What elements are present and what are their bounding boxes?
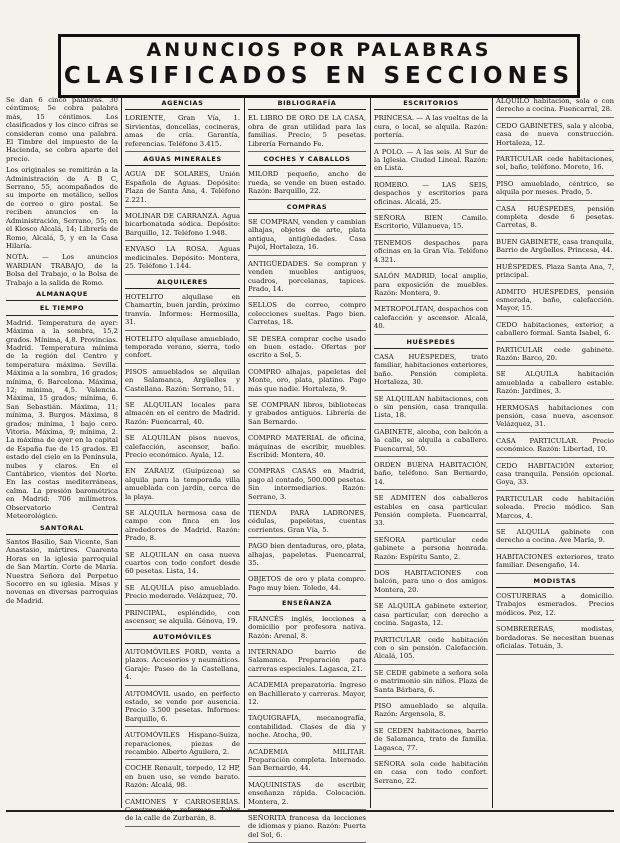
section-header-ensenanza: ENSEÑANZA: [248, 599, 366, 610]
ad-item: TAQUIGRAFÍA, mecanografía, contabilidad. Clases de día y noche. Atocha, 90.: [248, 713, 366, 743]
ad-item: SEÑORA particular cede gabinete a persona honrada. Razón: Espíritu Santo, 2.: [374, 535, 488, 565]
ad-item: SELLOS de correo, compro colecciones sueltas. Pago bien. Carretas, 18.: [248, 300, 366, 330]
ad-item: SE COMPRAN libros, bibliotecas y grabados antiguos. Librería de San Bernardo.: [248, 400, 366, 430]
ad-item: EN ZARAUZ (Guipúzcoa) se alquila para la temporada villa amueblada con jardín, cerca de la playa.: [125, 466, 240, 505]
ad-item: HABITACIONES exteriores, trato familiar. Desengaño, 14.: [496, 552, 614, 574]
ad-item: ADMITO HUÉSPEDES, pensión esmerada, baño, calefacción. Mayor, 15.: [496, 287, 614, 317]
ad-item: CASA HUÉSPEDES, trato familiar, habitaciones exteriores, baño. Pensión completa. Hortaleza, 30.: [374, 352, 488, 391]
nota-text: NOTA. — Los anuncios WARDIAN TRABAJO, de la Bolsa del Trabajo, o la Bolsa de Trabajo a la salida de Romo.: [6, 253, 118, 287]
banner-line-1: ANUNCIOS POR PALABRAS: [146, 39, 492, 61]
ad-item: HUÉSPEDES. Plaza Santa Ana, 7, principal.: [496, 262, 614, 284]
ad-item: SALÓN MADRID, local amplio, para exposición de muebles. Razón: Montera, 9.: [374, 271, 488, 301]
section-header-santoral: SANTORAL: [6, 524, 118, 535]
section-header-automoviles: AUTOMÓVILES: [125, 633, 240, 644]
ad-item: PISO amueblado se alquila. Razón: Argensola, 8.: [374, 701, 488, 723]
santoral-text: Santos Basilio, San Vicente, San Anastasio, mártires. Cuarenta Horas en la iglesia parroquial de San Martín. Corte de María. Nuestra Señora del Perpetuo Socorro en su iglesia. Misas y novenas en diversas parroquias de Madrid.: [6, 537, 118, 605]
ad-item: MOLINAR DE CARRANZA. Agua bicarbonatada sódica. Depósito: Barquillo, 12. Teléfono 1.948.: [125, 211, 240, 241]
ad-item: MILORD pequeño, ancho de rueda, se vende en buen estado. Razón: Barquillo, 22.: [248, 169, 366, 199]
column-rule: [492, 96, 493, 808]
ad-item: SE ALQUILAN habitaciones, con o sin pensión, casa tranquila. Lista, 18.: [374, 394, 488, 424]
weather-text: Madrid. Temperatura de ayer: Máxima a la sombra, 15,2 grados. Mínima, 4,8. Provincias. Madrid. Temperatura mínima de la región del Centro y temperatura máxima. Sevilla. Máxima a la sombra, 16 grados; mínima, 6. Barcelona. Máxima, 12; mínima, 4,5. Valencia. Máxima, 15 grados; mínima, 6. San Sebastián. Máxima, 11; mínima, 3. Burgos. Máxima, 8 grados; mínima, 1 bajo cero. Vitoria. Máxima, 9; mínima, 2. La máxima de ayer en la capital de España fue de 15 grados. El estado del cielo en la Península, nubes y claros. En el Cantábrico, vientos del Norte. En las costas mediterráneas, calma. La presión barométrica en Madrid: 706 milímetros. Observatorio Central Meteorológico.: [6, 318, 118, 521]
ad-item: PAGO bien dentaduras, oro, plata, alhajas, papeletas. Fuencarral, 35.: [248, 541, 366, 571]
column-rule: [244, 96, 245, 808]
ad-item: COMPRAS CASAS en Madrid, pago al contado, 500.000 pesetas. Sin intermediarios. Razón: Serrano, 3.: [248, 466, 366, 505]
ad-item: INTERNADO barrio de Salamanca. Preparación para carreras especiales. Lagasca, 21.: [248, 647, 366, 677]
ad-item: METROPOLITAN, despachos con calefacción y ascensor. Alcalá, 40.: [374, 304, 488, 334]
column-5: [496, 96, 614, 808]
ad-item: SE ALQUILAN locales para almacén en el centro de Madrid. Razón: Fuencarral, 40.: [125, 400, 240, 430]
intro-text-2: Los originales se remitirán a la Administración de A B C, Serrano, 55, acompañados de su importe en metálico, sellos de correo o giro postal. Se reciben anuncios en la Administración, Serrano, 55; en el Kiosco Alcalá, 14; Librería de Romo, Alcalá, 5, y en la Casa Hilaría.: [6, 166, 118, 250]
ad-item: SE CEDEN habitaciones, barrio de Salamanca, trato de familia. Lagasca, 77.: [374, 726, 488, 756]
ad-item: SE ALQUILA habitación amueblada a caballero estable. Razón: Jardines, 3.: [496, 369, 614, 399]
ad-item: AUTOMÓVILES FORD, venta a plazos. Accesorios y neumáticos. Garaje: Paseo de la Castellana, 4.: [125, 647, 240, 686]
ad-item: PARTICULAR cede habitaciones, sol, baño, teléfono. Moreto, 16.: [496, 154, 614, 176]
ad-item: ALQUILO habitación, sola o con derecho a cocina. Fuencarral, 28.: [496, 96, 614, 118]
ad-item: SE ALQUILA piso amueblado. Precio moderado. Velázquez, 70.: [125, 583, 240, 605]
section-header-coches: COCHES Y CABALLOS: [248, 155, 366, 166]
ad-item: COMPRO MATERIAL de oficina, máquinas de escribir, muebles. Escribid: Montera, 40.: [248, 433, 366, 463]
footer-rule: [6, 810, 614, 812]
section-header-agencias: AGENCIAS: [125, 99, 240, 110]
ad-item: CASA HUÉSPEDES, pensión completa desde 6 pesetas. Carretas, 8.: [496, 204, 614, 234]
ad-item: SEÑORA BIEN Camilo. Escritorio, Villanueva, 15.: [374, 213, 488, 235]
ad-item: CEDO GABINETES, sala y alcoba, casa de nueva construcción. Hortaleza, 12.: [496, 121, 614, 151]
ad-item: OBJETOS de oro y plata compro. Pago muy bien. Toledo, 44.: [248, 574, 366, 596]
column-rule: [121, 96, 122, 808]
column-2: [125, 96, 240, 823]
ad-item: ACADEMIA MILITAR. Preparación completa. Internado. San Bernardo, 44.: [248, 747, 366, 777]
ad-item: SEÑORA sola cede habitación en casa con todo confort. Serrano, 22.: [374, 759, 488, 789]
ad-item: AGUA DE SOLARES, Unión Española de Aguas. Depósito: Plaza de Santa Ana, 4. Teléfono 2.221.: [125, 169, 240, 208]
ad-item: AUTOMÓVILES Hispano-Suiza, reparaciones, piezas de recambio. Alberto Aguilera, 2.: [125, 730, 240, 760]
section-header-bibliografia: BIBLIOGRAFÍA: [248, 99, 366, 110]
column-4: [374, 96, 488, 808]
ad-item: DOS HABITACIONES con balcón, para uno o dos amigos. Montera, 20.: [374, 568, 488, 598]
ad-item: MAQUINISTAS de escribir, enseñanza rápida. Colocación. Montera, 2.: [248, 780, 366, 810]
classified-banner: [58, 34, 580, 98]
ad-item: CASA PARTICULAR. Precio económico. Razón: Libertad, 10.: [496, 436, 614, 458]
ad-item: SE DESEA comprar coche usado en buen estado. Ofertas por escrito a Sol, 5.: [248, 334, 366, 364]
ad-item: LORIENTE, Gran Vía, 1. Sirvientas, doncellas, cocineras, amas de cría. Garantía, referencias. Teléfono 3.415.: [125, 113, 240, 152]
ad-item: BUEN GABINETE, casa tranquila, Barrio de Argüelles. Princesa, 44.: [496, 237, 614, 259]
ad-item: TIENDA PARA LADRONES, cédulas, papeletas, cuentas corrientes. Gran Vía, 5.: [248, 508, 366, 538]
ad-item: ANTIGÜEDADES. Se compran y venden muebles antiguos, cuadros, porcelanas, tapices. Prado, 14.: [248, 259, 366, 298]
ad-item: GABINETE, alcoba, con balcón a la calle, se alquila a caballero. Fuencarral, 50.: [374, 427, 488, 457]
ad-item: CEDO habitaciones, exterior, a caballero formal. Santa Isabel, 6.: [496, 320, 614, 342]
ad-item: CAMIONES Y CARROSERÍAS. de la calle de Zurbarán, 8.: [125, 797, 240, 827]
column-1: [6, 96, 118, 808]
banner-line-2: CLASIFICADOS EN SECCIONES: [63, 63, 575, 89]
ad-item: PISOS amueblados se alquilan en Salamanca, Argüelles y Castellana. Razón: Serrano, 51.: [125, 367, 240, 397]
ad-item: HOTELITO alquílase amueblado, temporada verano, sierra, todo confort.: [125, 334, 240, 364]
ad-item: AUTOMÓVIL usado, en perfecto estado, se vende por ausencia. Precio 3.500 pesetas. Informes: Barquillo, 6.: [125, 689, 240, 728]
intro-text: Se dan 6 cinco palabras. 30 céntimos; 5e cobra palabra más, 15 céntimos. Los clasificados y los cinco cifras se consideran como una palabra. El Timbre del impuesto de la Hacienda, se cobra aparte del precio.: [6, 96, 118, 163]
ad-item: SEÑORITA francesa da lecciones de idiomas y piano. Razón: Puerta del Sol, 6.: [248, 813, 366, 843]
ad-item: HERMOSAS habitaciones con pensión, casa nueva, ascensor. Velázquez, 31.: [496, 403, 614, 433]
ad-item: PARTICULAR cede habitación con o sin pensión. Calefacción. Alcalá, 105.: [374, 635, 488, 665]
ad-item: SE ALQUILA hermosa casa de campo con finca en los alrededores de Madrid. Razón: Prado, 8.: [125, 508, 240, 547]
ad-item: ENVASO LA ROSA. Aguas medicinales. Depósito: Montera, 25. Teléfono 1.144.: [125, 244, 240, 274]
ad-item: SE ALQUILAN en casa nueva cuartos con todo confort desde 60 pesetas. Lista, 14.: [125, 550, 240, 580]
ad-item: SOMBRERERAS, modistas, bordadoras. Se necesitan buenas oficialas. Tetuán, 3.: [496, 624, 614, 654]
column-rule: [370, 96, 371, 808]
section-header-alquileres: ALQUILERES: [125, 278, 240, 289]
section-header-compras: COMPRAS: [248, 203, 366, 214]
ad-item: PARTICULAR cede gabinete. Razón: Barco, 20.: [496, 345, 614, 367]
ad-item: SE ALQUILAN pisos nuevos, calefacción, ascensor, baño. Precio económico. Ayala, 12.: [125, 433, 240, 463]
ad-item: TENEMOS despachos para oficinas en la Gran Vía. Teléfono 4.321.: [374, 238, 488, 268]
ad-item: SE CEDE gabinete a señora sola o matrimonio sin niños. Plaza de Santa Bárbara, 6.: [374, 668, 488, 698]
ad-item: COCHE Renault, torpedo, 12 HP, en buen uso, se vende barato. Razón: Alcalá, 98.: [125, 763, 240, 793]
section-header-huespedes: HUÉSPEDES: [374, 338, 488, 349]
ad-item: ROMERO. — LAS SEIS, despachos y escritorios para oficinas. Alcalá, 25.: [374, 180, 488, 210]
ad-item: SE ALQUILA gabinete exterior, casa particular, con derecho a cocina. Sagasta, 12.: [374, 601, 488, 631]
ad-item: COMPRO alhajas, papeletas del Monte, oro, plata, platino. Pago más que nadie. Hortaleza, 9.: [248, 367, 366, 397]
section-header-escritorios: ESCRITORIOS: [374, 99, 488, 110]
ad-item: PARTICULAR cede habitación soleada. Precio módico. San Marcos, 4.: [496, 494, 614, 524]
ad-item: SE ADMITEN dos caballeros estables en casa particular. Pensión completa. Fuencarral, 33.: [374, 493, 488, 532]
section-header-aguas: AGUAS MINERALES: [125, 155, 240, 166]
ad-item: PISO amueblado, céntrico, se alquila por meses. Prado, 5.: [496, 179, 614, 201]
ad-item: A POLO. — A las seis. Al Sur de la Iglesia. Ciudad Lineal. Razón: en Lista.: [374, 147, 488, 177]
ad-item: FRANCÉS inglés, lecciones a domicilio por profesora nativa. Razón: Arenal, 8.: [248, 614, 366, 644]
ad-item: PRINCESA. — A las vueltas de la cura, o local, se alquila. Razón: portería.: [374, 113, 488, 143]
ad-item: HOTELITO alquílase en Chamartín, buen jardín, próximo tranvía. Informes: Hermosilla, 31.: [125, 292, 240, 331]
ad-item: ACADEMIA preparatoria. Ingreso en Bachillerato y carreras. Mayor, 12.: [248, 680, 366, 710]
ad-item: SE ALQUILA gabinete con derecho a cocina. Ave María, 9.: [496, 527, 614, 549]
ad-item: PRINCIPAL, espléndido, con ascensor, se alquila. Génova, 19.: [125, 608, 240, 630]
ad-item: COSTURERAS a domicilio. Trabajos esmerados. Precios módicos. Pez, 12.: [496, 591, 614, 621]
section-header-almanaque: ALMANAQUE: [6, 290, 118, 301]
ad-item: SE COMPRAN, venden y cambian alhajas, objetos de arte, plata antigua, antigüedades. Casa Pujol, Hortaleza, 16.: [248, 217, 366, 256]
section-header-tiempo: EL TIEMPO: [6, 304, 118, 315]
column-3: [248, 96, 366, 839]
ad-item: EL LIBRO DE ORO DE LA CASA, obra de gran utilidad para las familias. Precio, 5 pesetas. Librería Fernando Fe.: [248, 113, 366, 152]
ad-item: ORDEN BUENA HABITACIÓN, baño, teléfono. San Bernardo, 14.: [374, 460, 488, 490]
section-header-modistas: MODISTAS: [496, 577, 614, 588]
ad-item: CEDO HABITACIÓN exterior, casa tranquila. Pensión opcional. Goya, 33.: [496, 461, 614, 491]
